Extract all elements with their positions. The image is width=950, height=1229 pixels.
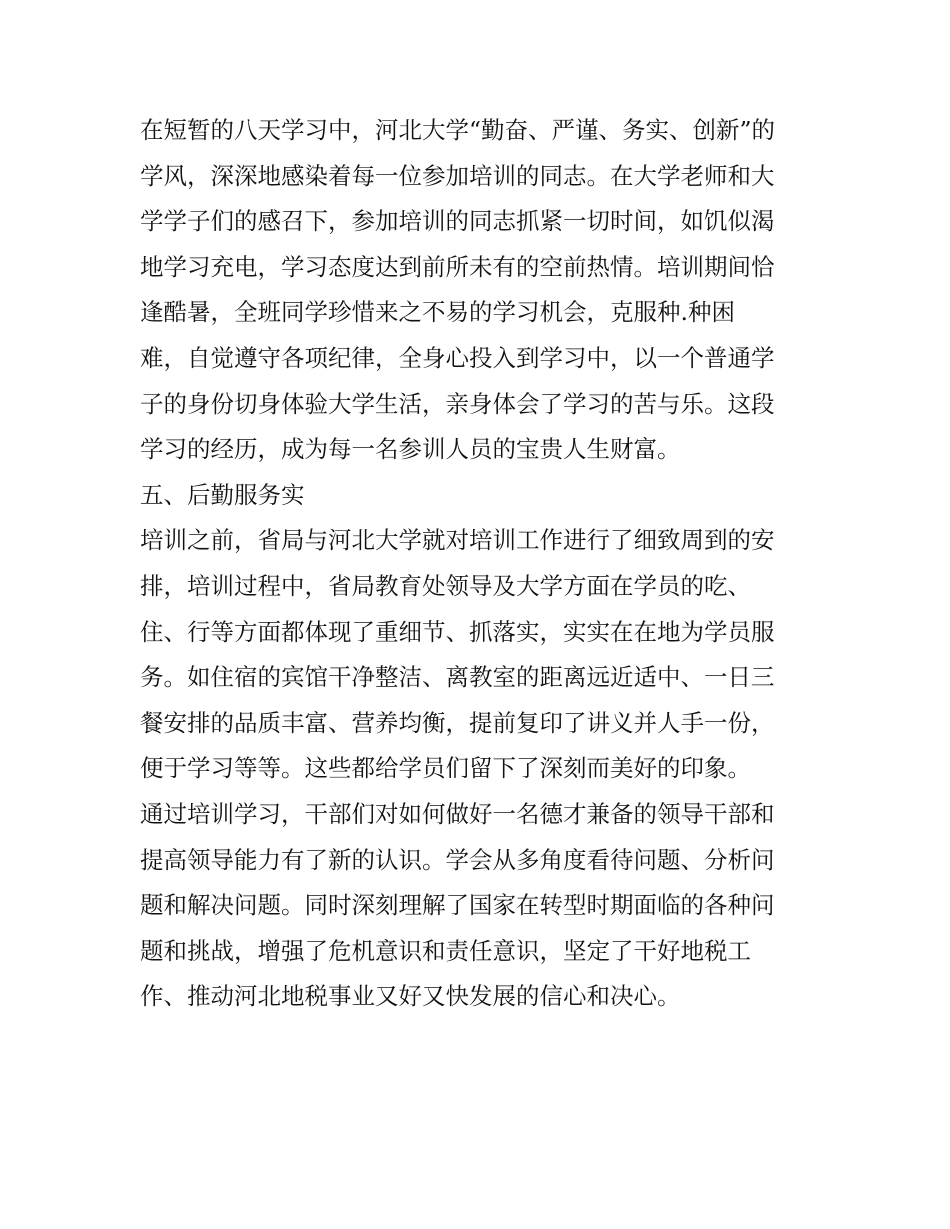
text-line: 住、行等方面都体现了重细节、抓落实，实实在在地为学员服 — [140, 617, 775, 646]
text-line: 作、推动河北地税事业又好又快发展的信心和决心。 — [140, 982, 681, 1011]
text-line: 地学习充电，学习态度达到前所未有的空前热情。培训期间恰 — [140, 252, 775, 281]
section-heading: 五、后勤服务实 — [140, 480, 305, 509]
text-line: 便于学习等等。这些都给学员们留下了深刻而美好的印象。 — [140, 754, 751, 783]
text-line: 学学子们的感召下，参加培训的同志抓紧一切时间，如饥似渴 — [140, 207, 775, 236]
text-line: 通过培训学习，干部们对如何做好一名德才兼备的领导干部和 — [140, 799, 775, 828]
text-line: 排，培训过程中，省局教育处领导及大学方面在学员的吃、 — [140, 571, 751, 600]
text-line: 在短暂的八天学习中，河北大学“勤奋、严谨、务实、创新”的 — [140, 116, 776, 144]
text-line: 务。如住宿的宾馆干净整洁、离教室的距离远近适中、一日三 — [140, 663, 775, 692]
text-line: 学习的经历，成为每一名参训人员的宝贵人生财富。 — [140, 435, 681, 464]
text-line: 逢酷暑，全班同学珍惜来之不易的学习机会，克服种.种困 — [140, 298, 735, 327]
document-body — [140, 108, 820, 1020]
text-line: 学风，深深地感染着每一位参加培训的同志。在大学老师和大 — [140, 161, 775, 190]
text-line: 培训之前，省局与河北大学就对培训工作进行了细致周到的安 — [140, 526, 775, 555]
text-line: 题和解决问题。同时深刻理解了国家在转型时期面临的各种问 — [140, 891, 775, 920]
text-line: 提高领导能力有了新的认识。学会从多角度看待问题、分析问 — [140, 845, 775, 874]
text-line: 餐安排的品质丰富、营养均衡，提前复印了讲义并人手一份， — [140, 708, 775, 737]
text-line: 题和挑战，增强了危机意识和责任意识，坚定了干好地税工 — [140, 936, 751, 965]
text-line: 难，自觉遵守各项纪律，全身心投入到学习中，以一个普通学 — [140, 343, 775, 372]
text-line: 子的身份切身体验大学生活，亲身体会了学习的苦与乐。这段 — [140, 389, 775, 418]
